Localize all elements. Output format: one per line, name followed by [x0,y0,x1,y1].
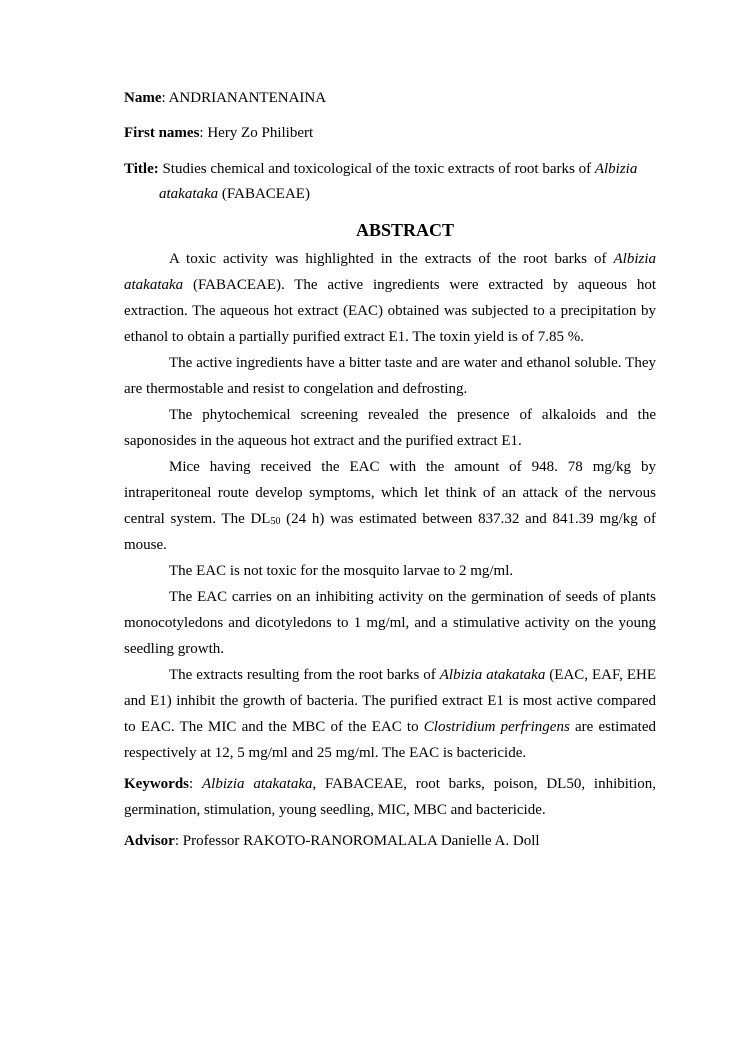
p1-text-b: (FABACEAE). The active ingredients were extracted by aqueous hot extraction. The aqueous hot extract (EAC) obtained was subjected to a precipitation by ethanol to obtain a partially purified extract E1. The toxin yield is of 7.85 %. [124,277,656,345]
keywords-list: , FABACEAE, root barks, poison, DL50, inhibition, germination, stimulation, young seedling, MIC, MBC and bactericide. [124,776,656,818]
name-value: : ANDRIANANTENAINA [161,90,327,106]
p4-subscript: 50 [270,516,281,527]
first-names-label: First names [124,125,200,141]
abstract-paragraph-3: The phytochemical screening revealed the presence of alkaloids and the saponosides in the aqueous hot extract and the purified extract E1. [124,407,656,449]
p1-species: Albizia atakataka [124,251,656,293]
keywords-label: Keywords [124,776,189,792]
title-label: Title: [124,161,159,177]
first-names-value: : Hery Zo Philibert [199,125,314,141]
p7-species-2: Clostridium perfringens [423,719,570,735]
title-field [124,157,656,207]
first-names-field [124,122,656,144]
keywords-species: Albizia atakataka [202,776,313,792]
keywords-field [124,771,656,823]
abstract-heading: ABSTRACT [355,220,455,240]
advisor-field [124,830,656,852]
p7-text-b: (EAC, EAF, EHE and E1) inhibit the growth of bacteria. The purified extract E1 is most active compared to EAC. The MIC and the MBC of the EAC to [124,667,656,735]
abstract-paragraph-2: The active ingredients have a bitter taste and are water and ethanol soluble. They are thermostable and resist to congelation and defrosting. [124,355,656,397]
abstract-paragraph-6: The EAC carries on an inhibiting activity on the germination of seeds of plants monocotyledons and dicotyledons to 1 mg/ml, and a stimulative activity on the young seedling growth. [124,589,656,657]
abstract-paragraph-7 [124,662,656,766]
advisor-value: : Professor RAKOTO-RANOROMALALA Danielle A. Doll [174,833,540,849]
p7-species: Albizia atakataka [439,667,546,683]
name-label: Name [124,90,162,106]
keywords-sep: : [189,776,202,792]
p4-text-a: Mice having received the EAC with the amount of 948. 78 mg/kg by intraperitoneal route develop symptoms, which let think of an attack of the nervous central system. The DL [124,459,656,527]
abstract-paragraph-5: The EAC is not toxic for the mosquito larvae to 2 mg/ml. [169,563,514,579]
abstract-paragraph-4 [124,454,656,558]
title-family: (FABACEAE) [218,186,310,202]
abstract-page-content [124,87,656,852]
abstract-paragraph-1 [124,246,656,350]
p1-text-a: A toxic activity was highlighted in the extracts of the root barks of [169,251,614,267]
p7-text-c: are estimated respectively at 12, 5 mg/ml and 25 mg/ml. The EAC is bactericide. [124,719,656,761]
abstract-body [124,246,656,766]
name-field [124,87,656,109]
title-text: Studies chemical and toxicological of the toxic extracts of root barks of [158,161,595,177]
advisor-label: Advisor [124,833,175,849]
p4-text-b: (24 h) was estimated between 837.32 and 841.39 mg/kg of mouse. [124,511,656,553]
title-species: Albizia atakataka [159,161,638,202]
p7-text-a: The extracts resulting from the root barks of [169,667,440,683]
